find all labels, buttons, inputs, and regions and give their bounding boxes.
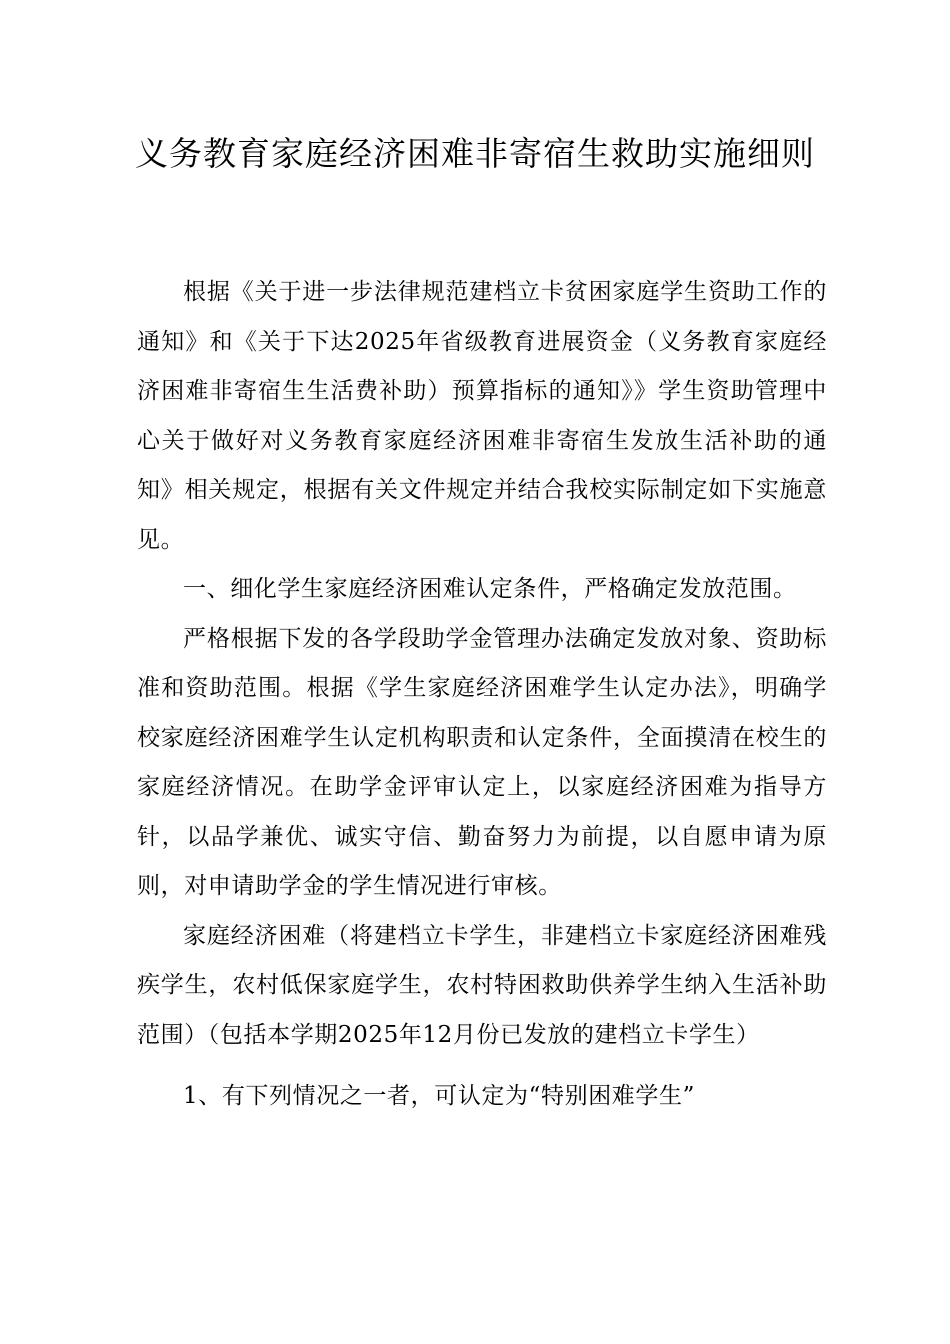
list-item-1: 1、有下列情况之一者，可认定为“特别困难学生” [183, 1083, 695, 1109]
scope-paragraph: 家庭经济困难（将建档立卡学生，非建档立卡家庭经济困难残疾学生，农村低保家庭学生，农村特困救助供养学生纳入生活补助范围）（包括本学期2025年12月份已发放的建档立卡学生） [137, 922, 827, 1048]
criteria-paragraph: 严格根据下发的各学段助学金管理办法确定发放对象、资助标准和资助范围。根据《学生家庭经济困难学生认定办法》，明确学校家庭经济困难学生认定机构职责和认定条件，全面摸清在校生的家庭经济情况。在助学金评审认定上，以家庭经济困难为指导方针，以品学兼优、诚实守信、勤奋努力为前提，以自愿申请为原则，对申请助学金的学生情况进行审核。 [137, 625, 827, 899]
intro-paragraph: 根据《关于进一步法律规范建档立卡贫困家庭学生资助工作的通知》和《关于下达2025年省级教育进展资金（义务教育家庭经济困难非寄宿生生活费补助）预算指标的通知》》学生资助管理中心关于做好对义务教育家庭经济困难非寄宿生发放生活补助的通知》相关规定，根据有关文件规定并结合我校实际制定如下实施意见。 [137, 279, 827, 553]
document-body [137, 268, 827, 1122]
section-heading-1: 一、细化学生家庭经济困难认定条件，严格确定发放范围。 [183, 576, 797, 602]
document-title: 义务教育家庭经济困难非寄宿生救助实施细则 [135, 134, 815, 173]
